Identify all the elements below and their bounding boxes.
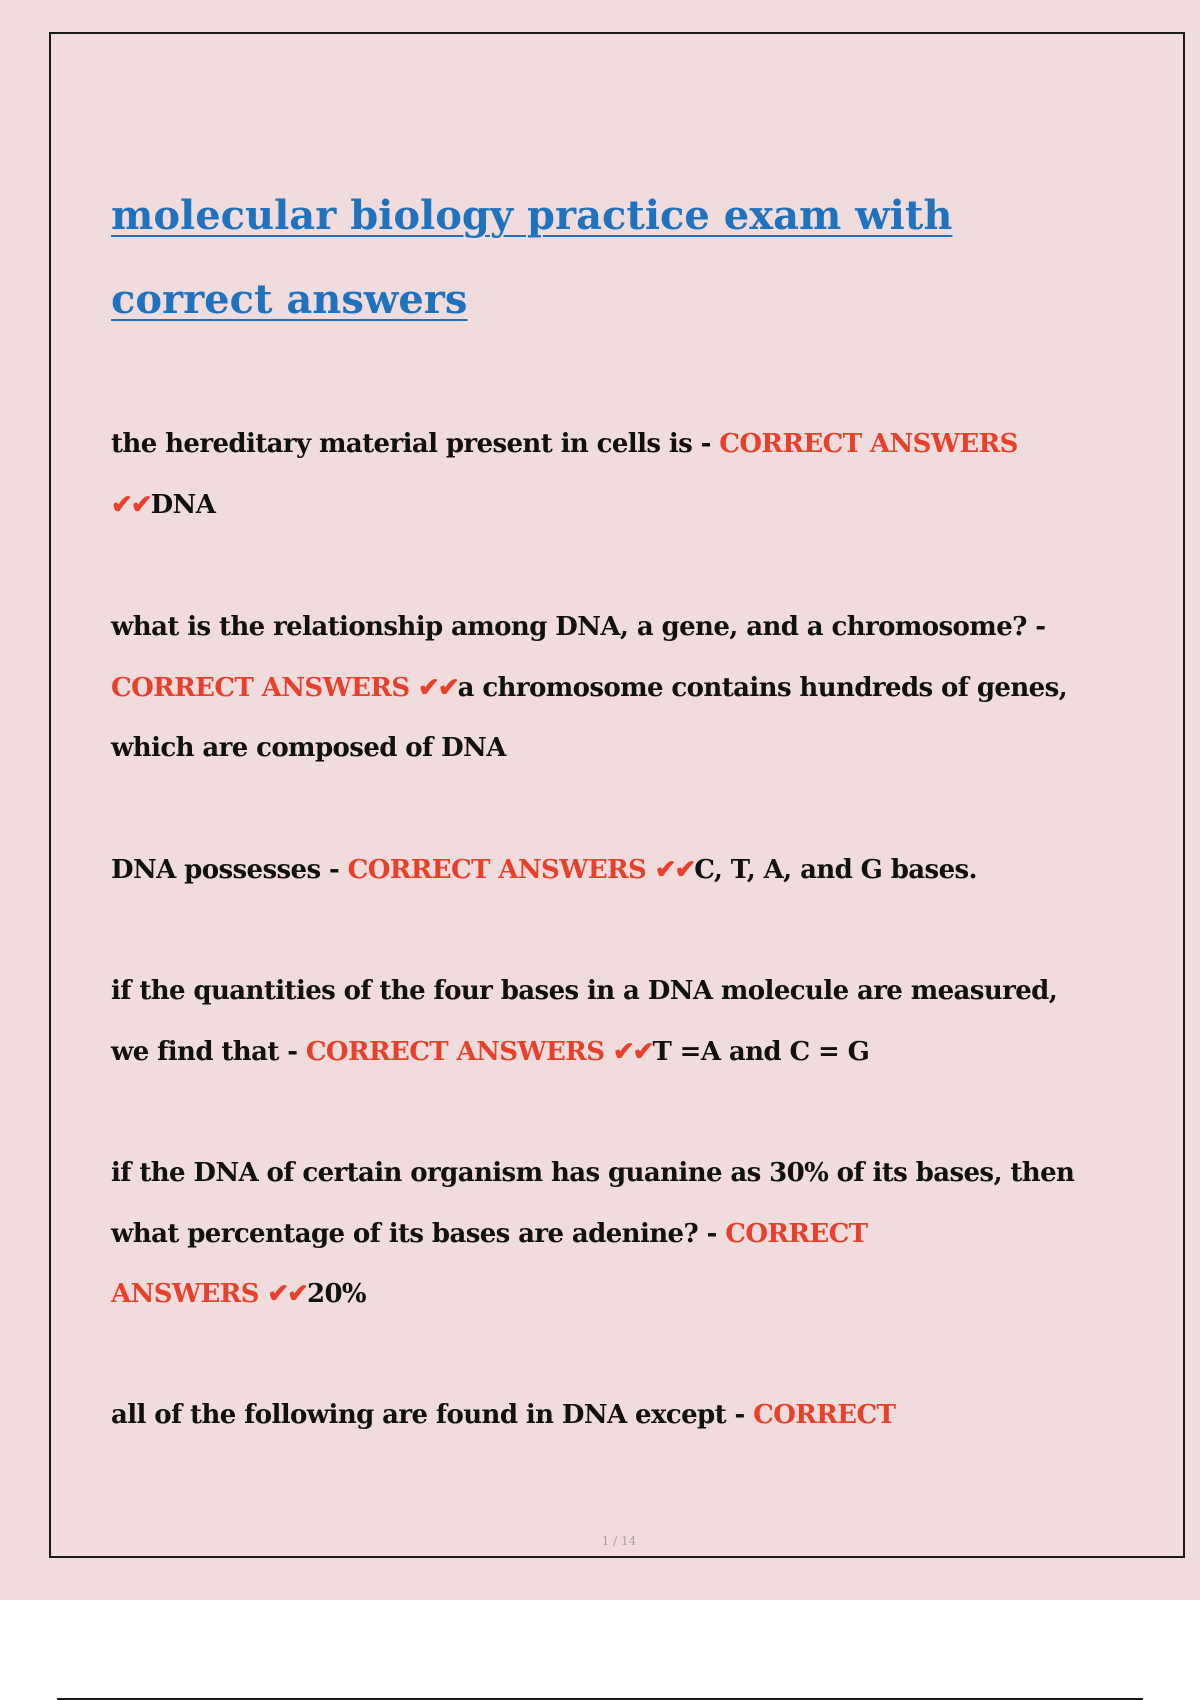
page-number: 1 / 14 (601, 1534, 637, 1548)
qa-item-2 (111, 597, 1091, 779)
qa-item-5 (111, 1143, 1091, 1325)
qa-item-3 (111, 840, 1091, 901)
question-text: the hereditary material present in cells is - (111, 429, 720, 459)
check-icon: ✔✔ (654, 855, 695, 885)
title-line-2: correct answers (111, 276, 468, 323)
answer-text: a chromosome contains hundreds of genes, which are composed of DNA (111, 672, 1068, 763)
correct-answers-label: CORRECT (725, 1218, 868, 1249)
answer-text: DNA (150, 489, 216, 520)
correct-answers-label: ANSWERS (111, 1279, 259, 1309)
check-icon: ✔✔ (267, 1279, 307, 1309)
correct-answers-label: CORRECT (753, 1400, 896, 1430)
title-line-1: molecular biology practice exam with (111, 192, 953, 239)
answer-text: 20% (306, 1279, 367, 1309)
question-text: if the quantities of the four bases in a DNA molecule are measured, we find that - (111, 976, 1058, 1067)
qa-item-4 (111, 961, 1091, 1082)
question-text: what is the relationship among DNA, a gene, and a chromosome? - (111, 612, 1046, 642)
check-icon: ✔✔ (612, 1036, 653, 1067)
qa-item-6 (111, 1385, 1091, 1446)
correct-answers-label: CORRECT ANSWERS (305, 1036, 605, 1067)
qa-item-1 (111, 414, 1091, 535)
document-page (49, 32, 1185, 1558)
correct-answers-label: CORRECT ANSWERS (347, 855, 647, 885)
document-title (111, 174, 1011, 342)
answer-text: T =A and C = G (652, 1036, 870, 1067)
correct-answers-label: CORRECT ANSWERS (719, 429, 1018, 459)
check-icon: ✔✔ (418, 672, 458, 703)
check-icon: ✔✔ (111, 489, 151, 520)
question-text: DNA possesses - (111, 855, 348, 885)
question-text: if the DNA of certain organism has guanine as 30% of its bases, then what percentage of its bases are adenine? - (111, 1158, 1075, 1249)
question-text: all of the following are found in DNA except - (111, 1400, 754, 1430)
correct-answers-label: CORRECT ANSWERS (111, 672, 410, 703)
answer-text: C, T, A, and G bases. (694, 855, 978, 885)
